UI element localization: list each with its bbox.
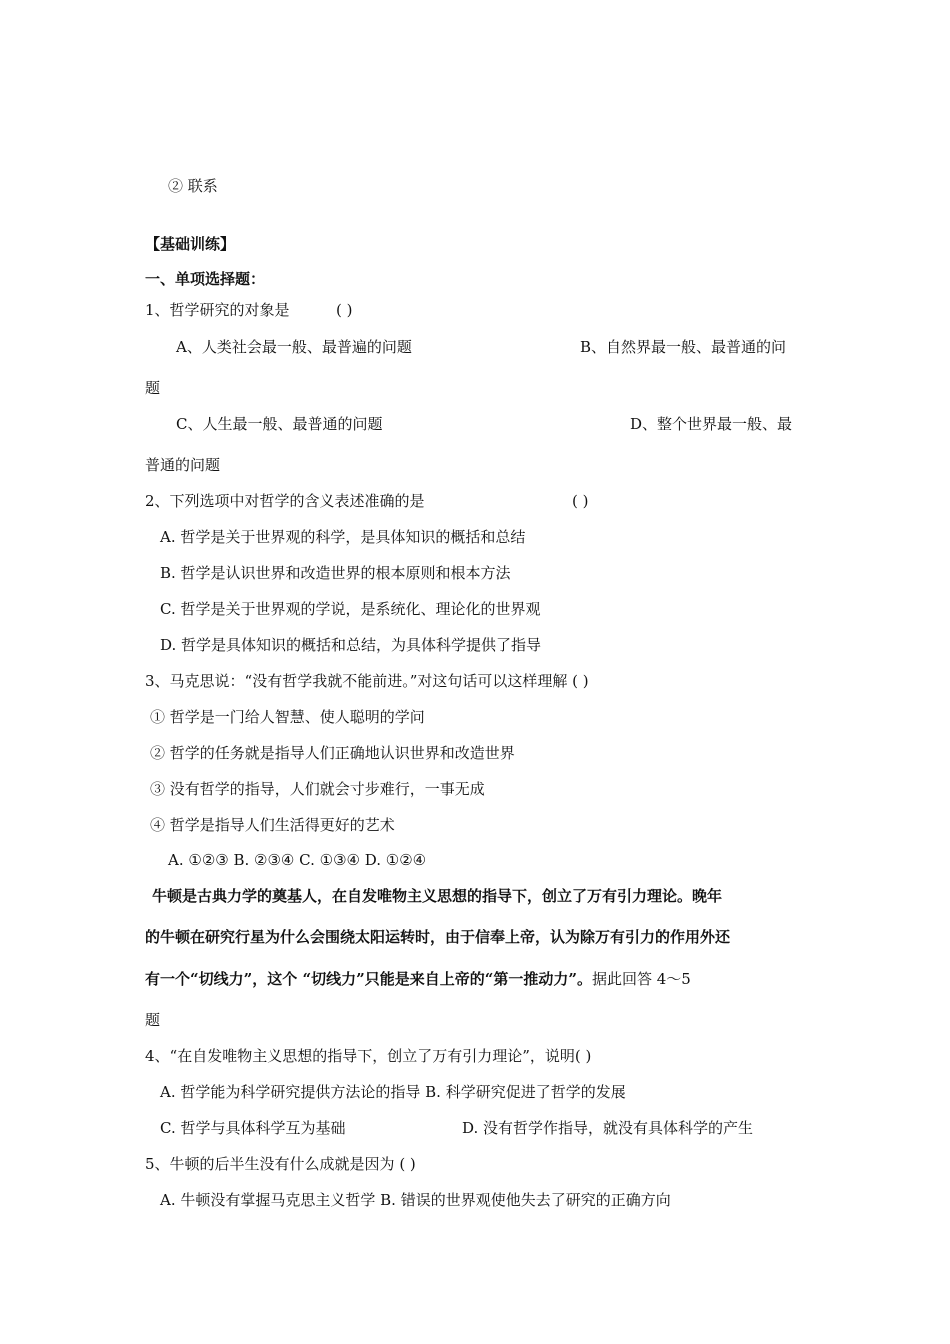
- q3-item-4: ④ 哲学是指导人们生活得更好的艺术: [150, 816, 395, 834]
- q4-options-ab: A. 哲学能为科学研究提供方法论的指导 B. 科学研究促进了哲学的发展: [160, 1083, 626, 1101]
- q1-option-d: D、整个世界最一般、最: [630, 415, 793, 433]
- passage-line-1: 牛顿是古典力学的奠基人，在自发唯物主义思想的指导下，创立了万有引力理论。晚年: [152, 887, 723, 905]
- q2-option-a: A. 哲学是关于世界观的科学，是具体知识的概括和总结: [160, 528, 526, 546]
- passage-line-3-bold: 有一个“切线力”，这个 “切线力”只能是来自上帝的“第一推动力”。: [145, 970, 592, 988]
- q1-option-a: A、人类社会最一般、最普遍的问题: [176, 338, 412, 356]
- q1-stem: 1、哲学研究的对象是: [145, 301, 290, 319]
- q2-option-c: C. 哲学是关于世界观的学说，是系统化、理论化的世界观: [160, 600, 541, 618]
- q2-option-d: D. 哲学是具体知识的概括和总结，为具体科学提供了指导: [160, 636, 542, 654]
- q2-answer-paren: ( ): [572, 492, 589, 510]
- q1-option-c: C、人生最一般、最普通的问题: [176, 415, 383, 433]
- q1-answer-paren: ( ): [336, 301, 353, 319]
- q5-options-ab: A. 牛顿没有掌握马克思主义哲学 B. 错误的世界观使他失去了研究的正确方向: [160, 1191, 671, 1209]
- passage-line-3: [145, 969, 691, 989]
- subsection-title: 一、单项选择题：: [145, 270, 266, 288]
- q1-option-b-cont: 题: [145, 379, 161, 397]
- q3-item-1: ① 哲学是一门给人智慧、使人聪明的学问: [150, 708, 425, 726]
- passage-line-4: 题: [145, 1011, 161, 1029]
- q1-option-d-cont: 普通的问题: [145, 456, 221, 474]
- q3-options: A. ①②③ B. ②③④ C. ①③④ D. ①②④: [168, 851, 427, 869]
- q3-item-3: ③ 没有哲学的指导，人们就会寸步难行，一事无成: [150, 780, 485, 798]
- q1-option-b: B、自然界最一般、最普通的问: [580, 338, 787, 356]
- top-item: ② 联系: [168, 177, 218, 195]
- q4-option-c: C. 哲学与具体科学互为基础: [160, 1119, 346, 1137]
- q5-stem: 5、牛顿的后半生没有什么成就是因为 ( ): [145, 1155, 416, 1173]
- passage-line-2: 的牛顿在研究行星为什么会围绕太阳运转时，由于信奉上帝，认为除万有引力的作用外还: [145, 928, 731, 946]
- q2-stem: 2、下列选项中对哲学的含义表述准确的是: [145, 492, 425, 510]
- passage-line-3-normal: 据此回答 4～5: [592, 970, 691, 988]
- q3-stem: 3、马克思说：“没有哲学我就不能前进。”对这句话可以这样理解 ( ): [145, 672, 589, 690]
- section-title: 【基础训练】: [145, 235, 236, 253]
- q4-stem: 4、“在自发唯物主义思想的指导下，创立了万有引力理论”，说明( ): [145, 1047, 592, 1065]
- q2-option-b: B. 哲学是认识世界和改造世界的根本原则和根本方法: [160, 564, 511, 582]
- q3-item-2: ② 哲学的任务就是指导人们正确地认识世界和改造世界: [150, 744, 515, 762]
- q4-option-d: D. 没有哲学作指导，就没有具体科学的产生: [462, 1119, 754, 1137]
